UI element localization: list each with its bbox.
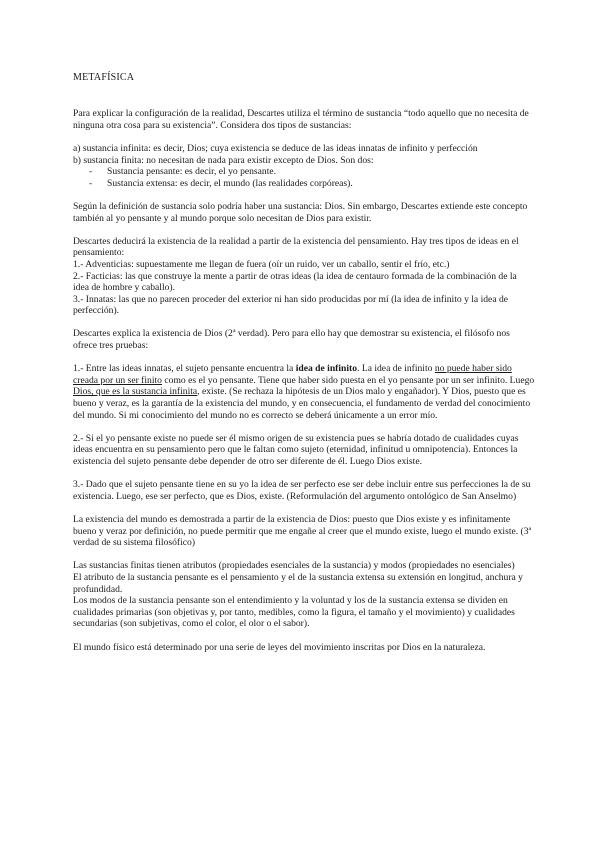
finite-substance-list	[73, 166, 535, 189]
document-body	[73, 72, 535, 653]
spacer	[73, 549, 535, 561]
proofs-intro-paragraph: Descartes explica la existencia de Dios (2ª verdad). Pero para ello hay que demostrar su existencia, el filósofo nos ofrece tres pruebas:	[73, 328, 510, 352]
proof-one-text: como es el yo pensante. Tiene que haber sido puesta en el yo pensante por un ser infinito. Luego	[161, 374, 535, 386]
proof-three-paragraph: 3.- Dado que el sujeto pensante tiene en su yo la idea de ser perfecto ese ser debe incluir entre sus perfecciones la de su existencia. Luego, ese ser perfecto, que es Dios, existe. (Reformulación del argumento ontológico de San Anselmo)	[73, 479, 531, 502]
proof-one-paragraph	[73, 363, 535, 421]
physics-paragraph: El mundo físico está determinado por una serie de leyes del movimiento inscritas por Dios en la naturaleza.	[73, 641, 486, 653]
world-paragraph: La existencia del mundo es demostrada a partir de la existencia de Dios: puesto que Dios existe y es infinitamente bueno y veraz por definición, no puede permitir que me engañe al creer que el mundo existe, luego el mundo existe. (3ª verdad de su sistema filosófico)	[73, 513, 532, 549]
proof-one-text: . La idea de infinito	[357, 363, 435, 375]
proof-one-bold: idea de infinito	[295, 363, 358, 375]
spacer	[73, 224, 535, 236]
spacer	[73, 468, 535, 480]
proof-one-underline: no puede haber sido creada por un ser finito	[73, 363, 512, 386]
definition-paragraph: Según la definición de sustancia solo podría haber una sustancia: Dios. Sin embargo, Descartes extiende este concepto también al yo pensante y al mundo porque solo necesitan de Dios para existir.	[73, 200, 528, 224]
spacer	[73, 421, 535, 433]
spacer	[73, 189, 535, 201]
proof-two-paragraph: 2.- Si el yo pensante existe no puede ser él mismo origen de su existencia pues se habría dotado de cualidades cuyas ideas encuentra en su pensamiento pero que le faltan como sujeto (eternidad, infinitud u omnipotencia). Entonces la existencia del sujeto pensante debe depender de otro ser diferente de él. Luego Dios existe.	[73, 432, 519, 467]
spacer	[73, 630, 535, 642]
proof-one-text: 1.- Entre las ideas innatas, el sujeto pensante encuentra la	[73, 363, 296, 375]
idea-facticias: 2.- Facticias: las que construye la mente a partir de otras ideas (la idea de centauro formada de la combinación de la idea de hombre y caballo).	[73, 270, 517, 294]
list-item: - Sustancia pensante: es decir, el yo pensante.	[73, 166, 535, 178]
proof-one-text: , existe. (Se rechaza la hipótesis de un Dios malo y engañador). Y Dios, puesto que es bueno y veraz, es la garantía de la existencia del mundo, y en consecuencia, el fundamento de verdad del conocimiento del mundo. Si mi conocimiento del mundo no es correcto se deberá únicamente a un error mío.	[73, 386, 531, 421]
idea-innatas: 3.- Innatas: las que no parecen proceder del exterior ni han sido producidas por mí (la idea de infinito y la idea de perfección).	[73, 293, 509, 317]
substance-finite: b) sustancia finita: no necesitan de nada para existir excepto de Dios. Son dos:	[73, 154, 374, 166]
intro-paragraph: Para explicar la configuración de la realidad, Descartes utiliza el término de sustancia “todo aquello que no necesita de ninguna otra cosa para su existencia”. Considera dos tipos de sustancias:	[73, 108, 529, 131]
attributes-paragraph: El atributo de la sustancia pensante es el pensamiento y el de la sustancia extensa su extensión en longitud, anchura y profundidad.	[73, 571, 523, 595]
ideas-intro-paragraph: Descartes deducirá la existencia de la realidad a partir de la existencia del pensamiento. Hay tres tipos de ideas en el pensamiento:	[73, 235, 519, 259]
modes-paragraph: Los modos de la sustancia pensante son el entendimiento y la voluntad y los de la sustancia extensa se dividen en cualidades primarias (son objetivas y, por tanto, medibles, como la figura, el tamaño y el movimiento) y cualidades secundarias (son subjetivas, como el color, el olor o el sabor).	[73, 595, 515, 630]
proof-one-underline: Dios, que es la sustancia infinita	[73, 386, 198, 398]
substance-infinite: a) sustancia infinita: es decir, Dios; cuya existencia se deduce de las ideas innatas de infinito y perfección	[73, 142, 478, 154]
document-title: METAFÍSICA	[73, 72, 135, 83]
idea-adventicias: 1.- Adventicias: supuestamente me llegan de fuera (oír un ruido, ver un caballo, sentir el frío, etc.)	[73, 258, 450, 270]
spacer	[73, 502, 535, 514]
attributes-paragraph: Las sustancias finitas tienen atributos (propiedades esenciales de la sustancia) y modos (propiedades no esenciales)	[73, 560, 515, 572]
spacer	[73, 317, 535, 329]
list-item: - Sustancia extensa: es decir, el mundo (las realidades corpóreas).	[73, 178, 535, 190]
spacer	[73, 352, 535, 364]
spacer	[73, 97, 535, 109]
spacer	[73, 131, 535, 143]
